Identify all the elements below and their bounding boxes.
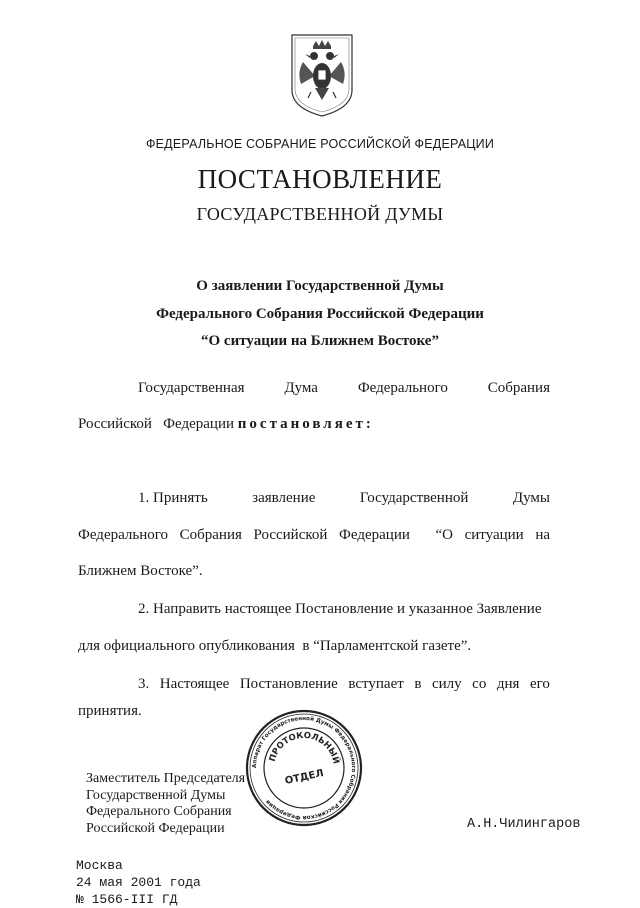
stamp-center-text: ОТДЕЛ	[283, 767, 325, 787]
signatory-position	[86, 771, 245, 837]
position-line: Заместитель Председателя	[86, 771, 246, 786]
word: ситуации	[464, 527, 524, 543]
official-stamp	[244, 708, 364, 828]
word: Дума	[284, 380, 318, 396]
position-line: Российской Федерации	[86, 820, 225, 836]
word: Собрания	[179, 527, 242, 543]
svg-text:Аппарат Государственной Думы Ф	[252, 715, 356, 821]
word: вступает	[348, 676, 404, 692]
word: 3.	[138, 676, 150, 692]
position-line: Федерального Собрания	[86, 804, 232, 819]
word: Федерации	[339, 527, 410, 543]
item-2-line-2: для официального опубликования в “Парламентской газете”.	[78, 638, 472, 654]
word: Федерального	[357, 380, 448, 396]
document-subtitle: ГОСУДАРСТВЕННОЙ ДУМЫ	[196, 204, 444, 224]
word: “О	[435, 527, 453, 543]
parliament-name: ФЕДЕРАЛЬНОЕ СОБРАНИЕ РОССИЙСКОЙ ФЕДЕРАЦИИ	[145, 137, 495, 151]
word: на	[535, 527, 550, 543]
caption-line-3: “О ситуации на Ближнем Востоке”	[201, 333, 439, 349]
caption-line-1: О заявлении Государственной Думы	[196, 278, 444, 294]
date: 24 мая 2001 года	[76, 875, 201, 890]
word: Собрания	[487, 380, 550, 396]
item-3-line-2: принятия.	[78, 703, 142, 719]
coat-of-arms-emblem	[289, 32, 355, 118]
item-1-line-2	[78, 527, 550, 544]
preamble-text: Российской Федерации	[78, 416, 235, 432]
word: Думы	[512, 490, 550, 506]
item-3-line-1	[138, 676, 550, 693]
signatory-name: А.Н.Чилингаров	[467, 817, 581, 832]
preamble-line-2	[78, 416, 374, 433]
preamble-line-1	[138, 380, 550, 397]
document-number: № 1566-III ГД	[76, 892, 178, 907]
document-footer	[76, 857, 201, 908]
word: его	[529, 676, 550, 692]
round-seal-icon	[244, 708, 364, 828]
word: в	[414, 676, 422, 692]
item-1-line-1	[138, 490, 550, 507]
word: Постановление	[239, 676, 338, 692]
svg-text:ПРОТОКОЛЬНЫЙ	[268, 731, 343, 765]
stamp-inner-text: ПРОТОКОЛЬНЫЙ	[267, 730, 341, 766]
word: дня	[496, 676, 520, 692]
double-headed-eagle-icon	[289, 32, 355, 118]
word: со	[472, 676, 487, 692]
stamp-outer-text: Аппарат Государственной Думы Федерального Собрания Российской Федерации	[251, 715, 357, 821]
document-title: ПОСТАНОВЛЕНИЕ	[197, 164, 443, 194]
position-line: Государственной Думы	[86, 787, 226, 803]
word: заявление	[252, 490, 316, 506]
item-2-line-1: 2. Направить настоящее Постановление и указанное Заявление	[138, 601, 542, 617]
word: Государственной	[359, 490, 469, 506]
caption-line-2: Федерального Собрания Российской Федерации	[156, 306, 484, 322]
item-1-line-3: Ближнем Востоке”.	[78, 563, 203, 579]
word: 1. Принять	[138, 490, 208, 506]
word: Российской	[253, 527, 328, 543]
word: Федерального	[78, 527, 169, 543]
word: силу	[431, 676, 462, 692]
word: Государственная	[138, 380, 245, 396]
city: Москва	[76, 858, 123, 873]
word: Настоящее	[159, 676, 230, 692]
resolves-word: постановляет:	[237, 416, 374, 432]
